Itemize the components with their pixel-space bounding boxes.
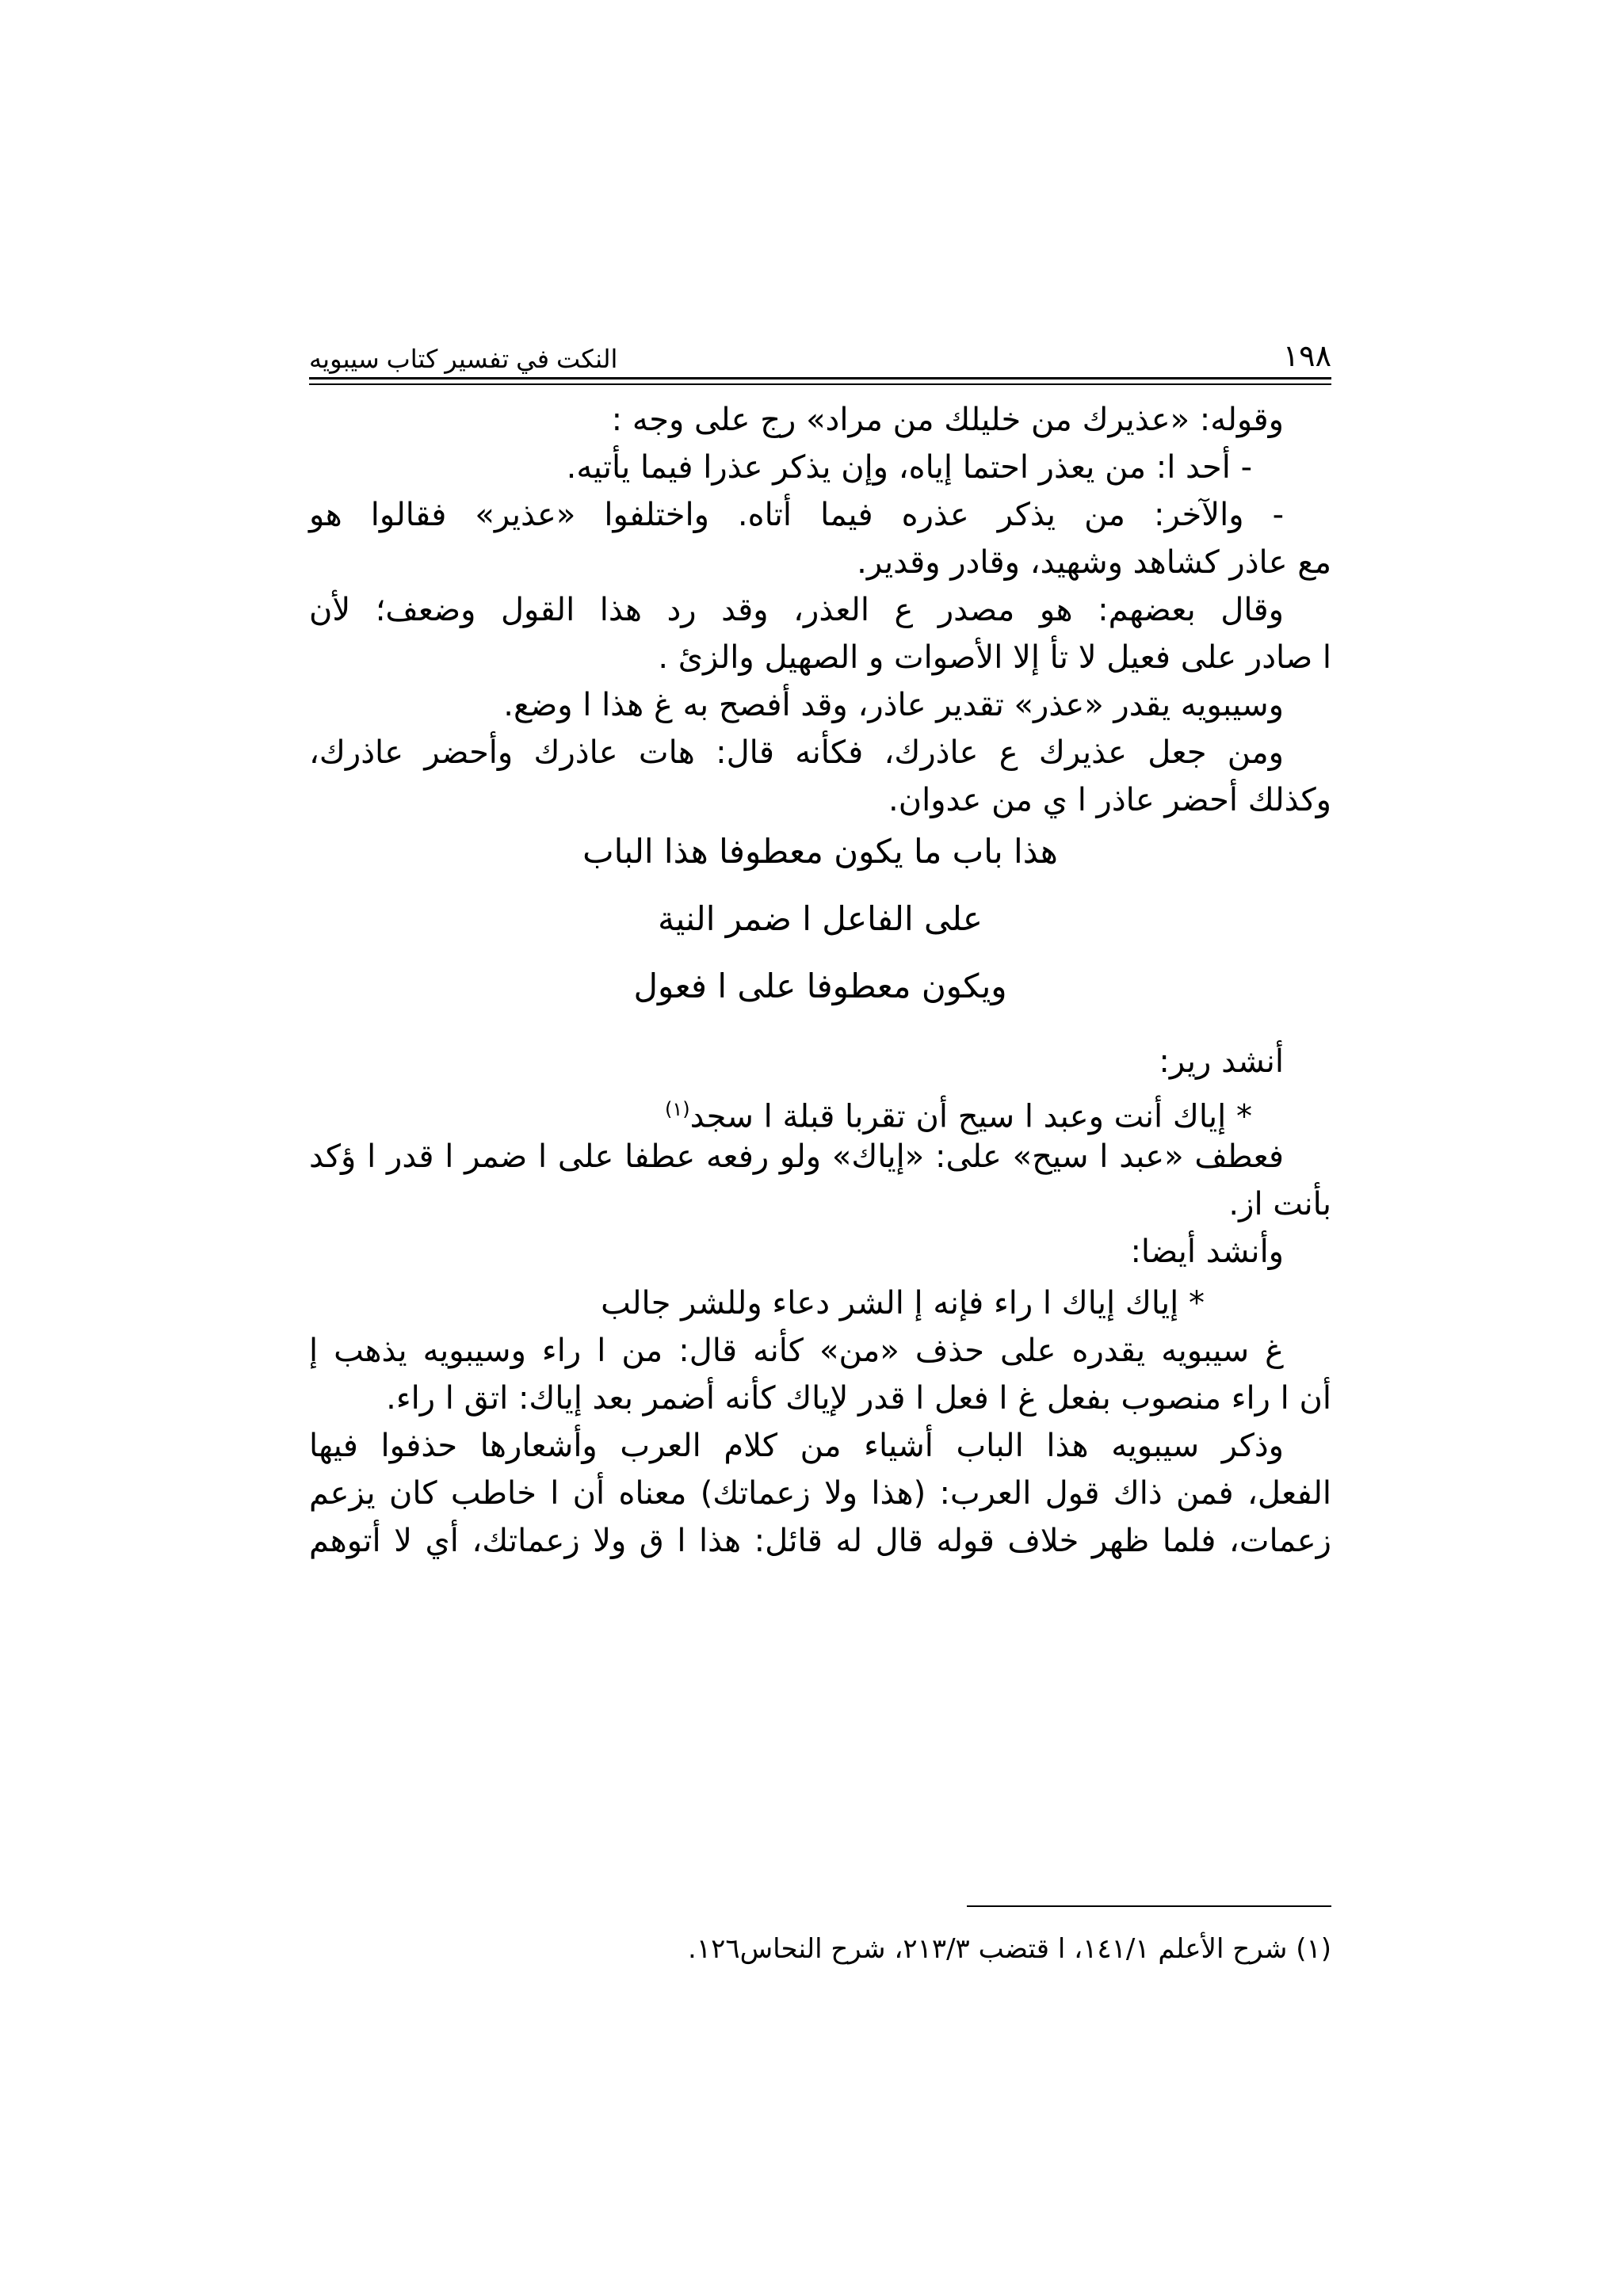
paragraph-line: وقال بعضهم: هو مصدر ع العذر، وقد رد هذا القول وضعف؛ لأن [309,592,1284,628]
page-number: ١٩٨ [1282,340,1331,373]
paragraph-line: ا صادر على فعيل لا تأ إلا الأصوات و الصهيل والزئ . [658,639,1331,676]
header-rule-thin [309,383,1331,385]
section-heading: على الفاعل ا ضمر النية [658,899,983,938]
paragraph-line: ومن جعل عذيرك ع عاذرك، فكأنه قال: هات عاذرك وأحضر عاذرك، [309,734,1284,771]
footnote-separator [967,1905,1331,1907]
paragraph-line: فعطف «عبد ا سيح» على: «إياك» ولو رفعه عطفا على ا ضمر ا قدر ا ؤكد [309,1138,1284,1175]
footnote: (١) شرح الأعلم ١٤١/١، ا قتضب ٢١٣/٣، شرح النحاس١٢٦. [688,1933,1331,1965]
paragraph-line: مع عاذر كشاهد وشهيد، وقادر وقدير. [857,544,1331,581]
page-header [309,326,1331,374]
paragraph-line: وقوله: «عذيرك من خليلك من مراد» رج على وجه : [611,402,1284,438]
paragraph-line: - والآخر: من يذكر عذره فيما أتاه. واختلفوا «عذير» فقالوا هو [309,497,1284,533]
paragraph-line: وكذلك أحضر عاذر ا ي من عدوان. [888,782,1331,818]
paragraph-line: وسيبويه يقدر «عذر» تقدير عاذر، وقد أفصح به غ هذا ا وضع. [503,687,1284,723]
paragraph-line: وأنشد أيضا: [1130,1234,1284,1270]
header-rule-thick [309,377,1331,379]
verse-text: * إياك أنت وعبد ا سيح أن تقربا قبلة ا سجد [689,1098,1252,1135]
verse-line [665,1085,1252,1140]
paragraph-line: أنشد رير: [1159,1043,1284,1080]
running-title: النكت في تفسير كتاب سيبويه [309,345,618,373]
paragraph-line: وذكر سيبويه هذا الباب أشياء من كلام العرب وأشعارها حذفوا فيها [309,1428,1284,1464]
verse-line: * إياك إياك ا راء فإنه إ الشر دعاء وللشر جالب [601,1285,1205,1322]
paragraph-line: - أحد ا: من يعذر احتما إياه، وإن يذكر عذرا فيما يأتيه. [566,449,1252,486]
paragraph-line: الفعل، فمن ذاك قول العرب: (هذا ولا زعماتك) معناه أن ا خاطب كان يزعم [309,1475,1331,1512]
paragraph-line: زعمات، فلما ظهر خلاف قوله قال له قائل: هذا ا ق ولا زعماتك، أي لا أتوهم [309,1523,1331,1559]
section-heading: ويكون معطوفا على ا فعول [633,967,1007,1005]
paragraph-line: أن ا راء منصوب بفعل غ ا فعل ا قدر لإياك كأنه أضمر بعد إياك: اتق ا راء. [386,1380,1331,1417]
paragraph-line: غ سيبويه يقدره على حذف «من» كأنه قال: من ا راء وسيبويه يذهب إ [309,1333,1284,1369]
paragraph-line: بأنت از. [1228,1186,1331,1222]
footnote-marker: (١) [664,1098,690,1120]
section-heading: هذا باب ما يكون معطوفا هذا الباب [582,832,1058,871]
